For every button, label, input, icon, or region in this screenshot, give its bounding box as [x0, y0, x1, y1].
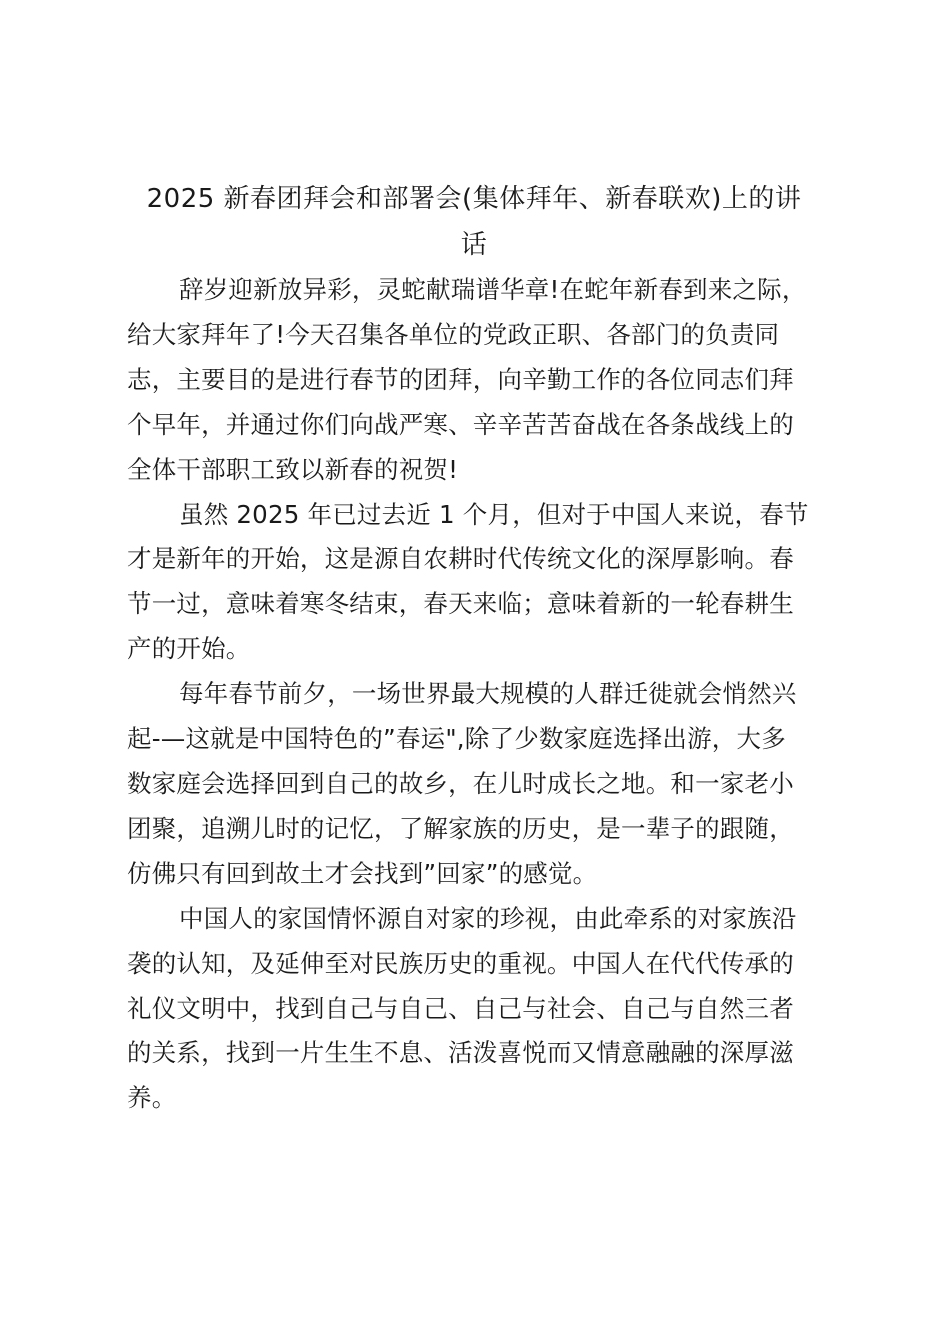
paragraph-line: 团聚，追溯儿时的记忆，了解家族的历史，是一辈子的跟随， [127, 813, 794, 843]
paragraph-family-nation [127, 897, 821, 1122]
paragraph-line: 每年春节前夕，一场世界最大规模的人群迁徙就会悄然兴 [179, 679, 797, 709]
title-line: 话 [460, 230, 488, 260]
paragraph-line: 全体干部职工致以新春的祝贺! [127, 454, 459, 484]
title-line: 2025 新春团拜会和部署会(集体拜年、新春联欢)上的讲 [146, 184, 802, 214]
paragraph-line: 礼仪文明中，找到自己与自己、自己与社会、自己与自然三者 [127, 993, 794, 1023]
paragraph-line: 虽然 2025 年已过去近 1 个月，但对于中国人来说，春节 [179, 499, 809, 529]
paragraph-line: 养。 [127, 1083, 177, 1113]
paragraph-line: 起-—这就是中国特色的”春运",除了少数家庭选择出游，大多 [127, 724, 786, 754]
paragraph-line: 中国人的家国情怀源自对家的珍视，由此牵系的对家族沿 [179, 903, 797, 933]
paragraph-line: 的关系，找到一片生生不息、活泼喜悦而又情意融融的深厚滋 [127, 1038, 794, 1068]
paragraph-line: 辞岁迎新放异彩，灵蛇献瑞谱华章!在蛇年新春到来之际， [179, 275, 807, 304]
paragraph-line: 才是新年的开始，这是源自农耕时代传统文化的深厚影响。春 [127, 544, 794, 574]
paragraph-line: 给大家拜年了!今天召集各单位的党政正职、各部门的负责同 [127, 319, 780, 349]
paragraph-spring-festival [127, 493, 821, 673]
paragraph-line: 袭的认知，及延伸至对民族历史的重视。中国人在代代传承的 [127, 948, 794, 978]
paragraph-line: 志，主要目的是进行春节的团拜，向辛勤工作的各位同志们拜 [127, 364, 794, 394]
paragraph-line: 产的开始。 [127, 634, 251, 664]
paragraph-line: 个早年，并通过你们向战严寒、辛辛苦苦奋战在各条战线上的 [127, 409, 794, 439]
document-body [127, 176, 821, 1121]
paragraph-line: 节一过，意味着寒冬结束，春天来临；意味着新的一轮春耕生 [127, 589, 794, 619]
paragraph-line: 仿佛只有回到故土才会找到”回家”的感觉。 [127, 858, 598, 888]
paragraph-chunyun [127, 672, 821, 897]
paragraph-line: 数家庭会选择回到自己的故乡，在儿时成长之地。和一家老小 [127, 768, 794, 798]
document-title [127, 176, 821, 268]
paragraph-greeting [127, 268, 821, 493]
